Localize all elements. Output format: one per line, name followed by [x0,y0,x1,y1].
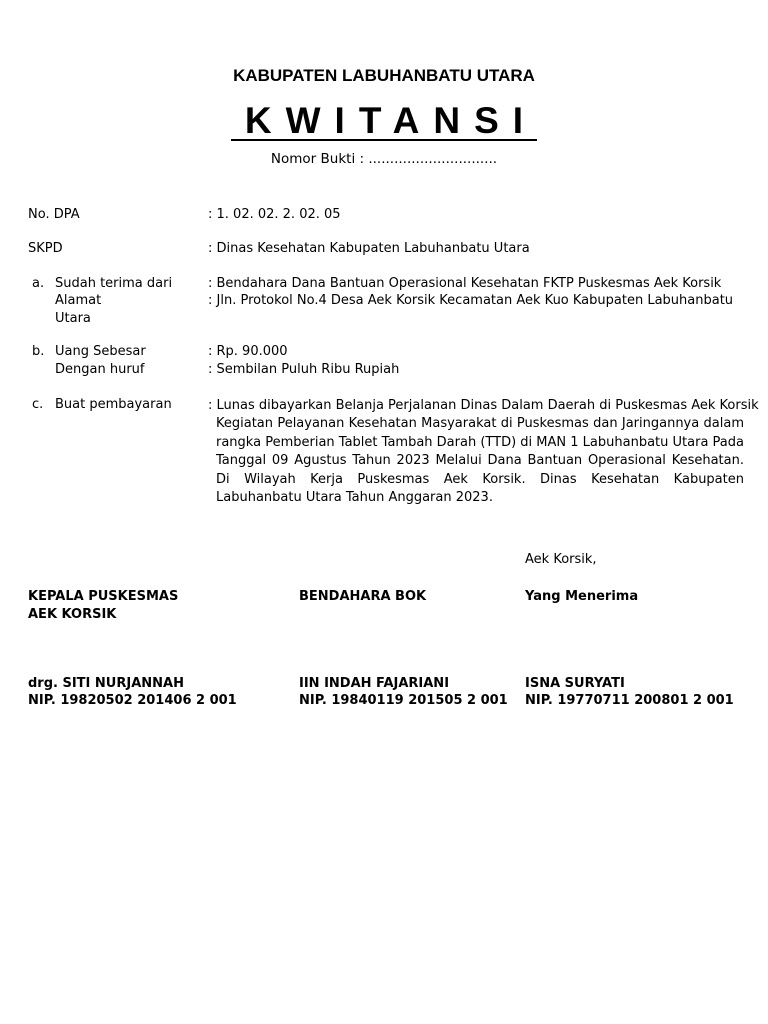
buat-pembayaran-value-first-line: : Lunas dibayarkan Belanja Perjalanan Dinas Dalam Daerah di Puskesmas Aek Korsik [208,398,759,413]
alamat-value-continuation: Utara [55,311,91,326]
signatory-1-title: KEPALA PUSKESMAS [28,589,179,604]
signatory-1-nip: NIP. 19820502 201406 2 001 [28,693,237,708]
signatory-3-name: ISNA SURYATI [525,676,625,691]
document-title [0,99,768,143]
region-heading: KABUPATEN LABUHANBATU UTARA [233,66,535,85]
sudah-terima-value: : Bendahara Dana Bantuan Operasional Kesehatan FKTP Puskesmas Aek Korsik [208,276,722,291]
uang-sebesar-value: : Rp. 90.000 [208,344,288,359]
uang-sebesar-label: Uang Sebesar [55,344,146,359]
signatory-1-name: drg. SITI NURJANNAH [28,676,184,691]
no-dpa-value: : 1. 02. 02. 2. 02. 05 [208,207,341,222]
item-a-letter: a. [32,276,45,291]
nomor-bukti: Nomor Bukti : .............................. [270,151,498,167]
alamat-label: Alamat [55,293,102,308]
alamat-value: : Jln. Protokol No.4 Desa Aek Korsik Kecamatan Aek Kuo Kabupaten Labuhanbatu [208,293,734,308]
signatory-2-title: BENDAHARA BOK [299,589,427,604]
skpd-label: SKPD [28,241,63,256]
signatory-1-title-line2: AEK KORSIK [28,607,117,622]
dengan-huruf-label: Dengan huruf [55,362,145,377]
skpd-value: : Dinas Kesehatan Kabupaten Labuhanbatu Utara [208,241,530,256]
dengan-huruf-value: : Sembilan Puluh Ribu Rupiah [208,362,400,377]
signatory-2-name: IIN INDAH FAJARIANI [299,676,450,691]
place-date: Aek Korsik, [525,552,597,567]
sudah-terima-label: Sudah terima dari [55,276,173,291]
signatory-3-nip: NIP. 19770711 200801 2 001 [525,693,734,708]
document-title-text: KWITANSI [231,103,537,141]
item-c-letter: c. [32,397,44,412]
no-dpa-label: No. DPA [28,207,80,222]
buat-pembayaran-value-rest: Kegiatan Pelayanan Kesehatan Masyarakat di Puskesmas dan Jaringannya dalam rangka Pemberian Tablet Tambah Darah (TTD) di MAN 1 Labuhanbatu Utara Pada Tanggal 09 Agustus Tahun 2023 Melalui Dana Bantuan Operasional Kesehatan. Di Wilayah Kerja Puskesmas Aek Korsik. Dinas Kesehatan Kabupaten Labuhanbatu Utara Tahun Anggaran 2023. [216,416,744,506]
signatory-3-title: Yang Menerima [525,589,639,604]
item-b-letter: b. [32,344,45,359]
buat-pembayaran-label: Buat pembayaran [55,397,172,412]
signatory-2-nip: NIP. 19840119 201505 2 001 [299,693,508,708]
buat-pembayaran-value [208,397,759,507]
